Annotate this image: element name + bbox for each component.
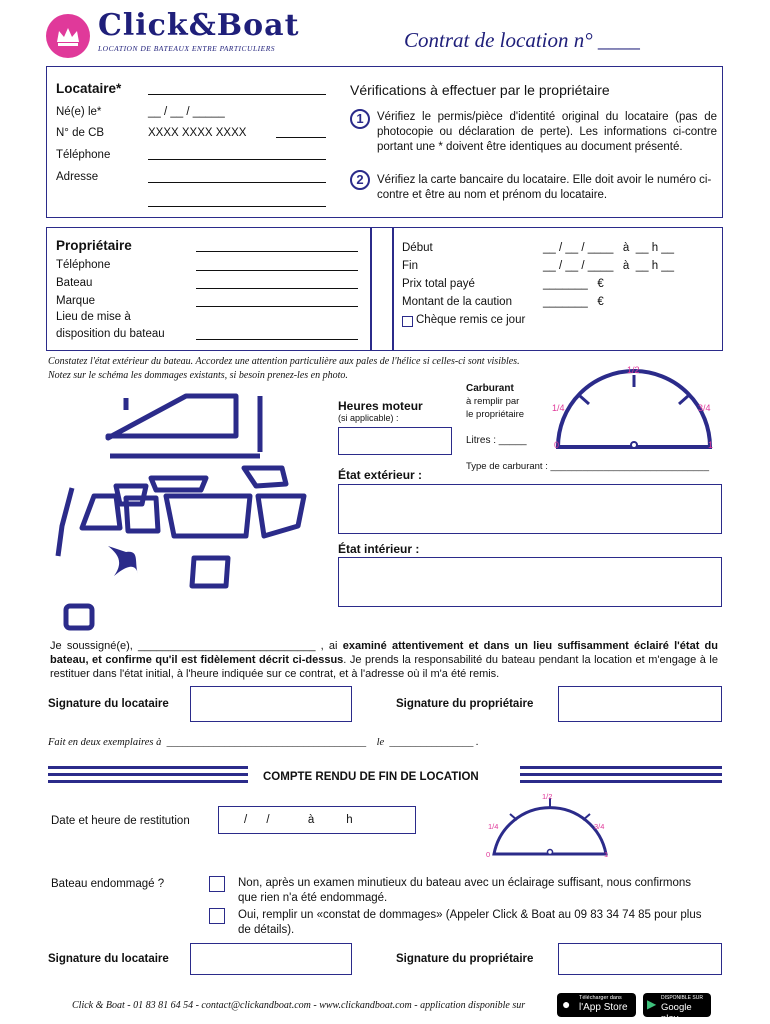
deposit-label: Montant de la caution [402,296,512,308]
tenant-signature-field[interactable] [190,686,352,722]
return-tenant-signature-label: Signature du locataire [48,953,169,965]
return-gauge-three-quarter-label: 3/4 [594,822,605,831]
gauge-one-label: 1 [708,440,714,450]
return-gauge-quarter-label: 1/4 [488,822,499,831]
declaration-text: Je soussigné(e), _____________________________ , ai examiné attentivement et dans un lieu suffisamment éclairé l'état du bateau, et confirme qu'il est fidèlement décrit ci-dessus. Je prends la responsabilité du bateau pendant la location et m'engage à le restituer dans l'état initial, à l'heure indiquée sur ce contrat, et à l'adresse où il m'a été remis. [50,640,718,680]
cheque-label: Chèque remis ce jour [416,314,526,326]
owner-phone-label: Téléphone [56,259,111,271]
engine-hours-field[interactable] [338,427,452,455]
verification-2-text: Vérifiez la carte bancaire du locataire. Elle doit avoir le numéro ci-contre et être au nom et prénom du locataire. [377,174,712,201]
etat-instructions-1: Constatez l'état extérieur du bateau. Accordez une attention particulière aux pales de l'hélice si celles-ci sont visibles. [48,356,520,367]
verifications-title: Vérifications à effectuer par le propriétaire [350,82,610,98]
fuel-gauge[interactable] [540,365,720,455]
gauge-zero-label: 0 [554,440,560,450]
logo-text: Click&Boat [98,8,300,43]
google-play-badge[interactable]: ▶ DISPONIBLE SUR Google play [643,993,711,1017]
cb-value[interactable]: XXXX XXXX XXXX [148,127,247,139]
address-label: Adresse [56,171,99,183]
end-value[interactable]: __ / __ / ____ à __ h __ [543,260,675,272]
boat-label: Bateau [56,277,93,289]
damaged-label: Bateau endommagé ? [51,878,165,890]
gauge-three-quarter-label: 3/4 [698,403,711,413]
return-tenant-signature-field[interactable] [190,943,352,975]
app-store-badge[interactable]: ● Télécharger dans l'App Store [557,993,636,1017]
damaged-yes-checkbox[interactable] [209,908,225,924]
birthdate-value[interactable]: __ / __ / _____ [148,106,225,118]
fin-title: COMPTE RENDU DE FIN DE LOCATION [263,771,479,783]
footer-text: Click & Boat - 01 83 81 64 54 - contact@clickandboat.com - www.clickandboat.com - application disponible sur [72,1000,526,1011]
fuel-note-1: à remplir par [466,396,520,407]
return-owner-signature-field[interactable] [558,943,722,975]
price-value[interactable]: _______ € [543,278,604,290]
interior-field[interactable] [338,557,722,607]
return-fuel-gauge[interactable] [484,792,614,864]
play-icon: ▶ [647,997,657,1011]
start-value[interactable]: __ / __ / ____ à __ h __ [543,242,675,254]
fuel-note-2: le propriétaire [466,409,525,420]
gauge-half-label: 1/2 [627,365,640,375]
phone-field[interactable] [148,159,326,160]
verification-2-badge: 2 [350,170,370,190]
owner-signature-label: Signature du propriétaire [396,698,534,710]
gauge-quarter-label: 1/4 [552,403,565,413]
address-field-2[interactable] [148,206,326,207]
place-label-2: disposition du bateau [56,328,165,340]
fait-en-text[interactable]: Fait en deux exemplaires à ______________________________________ le ________________ . [48,737,479,748]
damaged-no-checkbox[interactable] [209,876,225,892]
proprietaire-title: Propriétaire [56,238,132,253]
return-date-label: Date et heure de restitution [51,815,190,827]
start-label: Début [402,242,433,254]
return-gauge-zero-label: 0 [486,850,491,859]
address-field-1[interactable] [148,182,326,183]
place-field[interactable] [196,339,358,340]
cb-label: N° de CB [56,127,105,139]
fuel-title: Carburant [466,383,514,394]
deposit-value[interactable]: _______ € [543,296,604,308]
damaged-yes-label: Oui, remplir un «constat de dommages» (Appeler Click & Boat au 09 83 34 74 85 pour plus de détails). [238,909,702,936]
end-label: Fin [402,260,418,272]
fuel-type[interactable]: Type de carburant : ______________________________ [466,461,709,472]
return-gauge-one-label: 1 [604,850,609,859]
cheque-checkbox[interactable] [402,316,413,327]
locataire-title: Locataire* [56,81,122,96]
verification-1-badge: 1 [350,109,370,129]
phone-label: Téléphone [56,149,111,161]
logo-tagline: LOCATION DE BATEAUX ENTRE PARTICULIERS [98,44,276,53]
return-gauge-half-label: 1/2 [542,792,553,801]
boat-field[interactable] [196,288,358,289]
engine-hours-note: (si applicable) : [338,413,399,423]
etat-instructions-2: Notez sur le schéma les dommages existants, si besoin prenez-les en photo. [48,370,348,381]
engine-hours-label: Heures moteur [338,399,423,413]
damaged-no-label: Non, après un examen minutieux du bateau avec un éclairage suffisant, nous confirmons que rien n'a été endommagé. [238,877,692,904]
price-label: Prix total payé [402,278,475,290]
return-date-value: / / à h [244,814,353,826]
return-owner-signature-label: Signature du propriétaire [396,953,534,965]
boat-diagram[interactable] [46,386,316,631]
exterior-label: État extérieur : [338,468,423,482]
logo-crown-icon [46,14,90,58]
tenant-signature-label: Signature du locataire [48,698,169,710]
interior-label: État intérieur : [338,542,420,556]
contract-title: Contrat de location n° ____ [404,28,640,52]
logo [46,8,300,58]
brand-label: Marque [56,295,95,307]
exterior-field[interactable] [338,484,722,534]
brand-field[interactable] [196,306,358,307]
owner-signature-field[interactable] [558,686,722,722]
contract-number: ____ [597,28,640,52]
apple-icon: ● [562,996,571,1012]
owner-phone-field[interactable] [196,270,358,271]
place-label-1: Lieu de mise à [56,311,131,323]
fuel-liters[interactable]: Litres : _____ [466,435,527,446]
birthdate-label: Né(e) le* [56,106,102,118]
return-date-field[interactable] [218,806,416,834]
verification-1-text: Vérifiez le permis/pièce d'identité original du locataire (pas de photocopie ou déclaration de perte). Les informations ci-contre portant une * doivent être identiques au document présenté. [377,111,717,153]
